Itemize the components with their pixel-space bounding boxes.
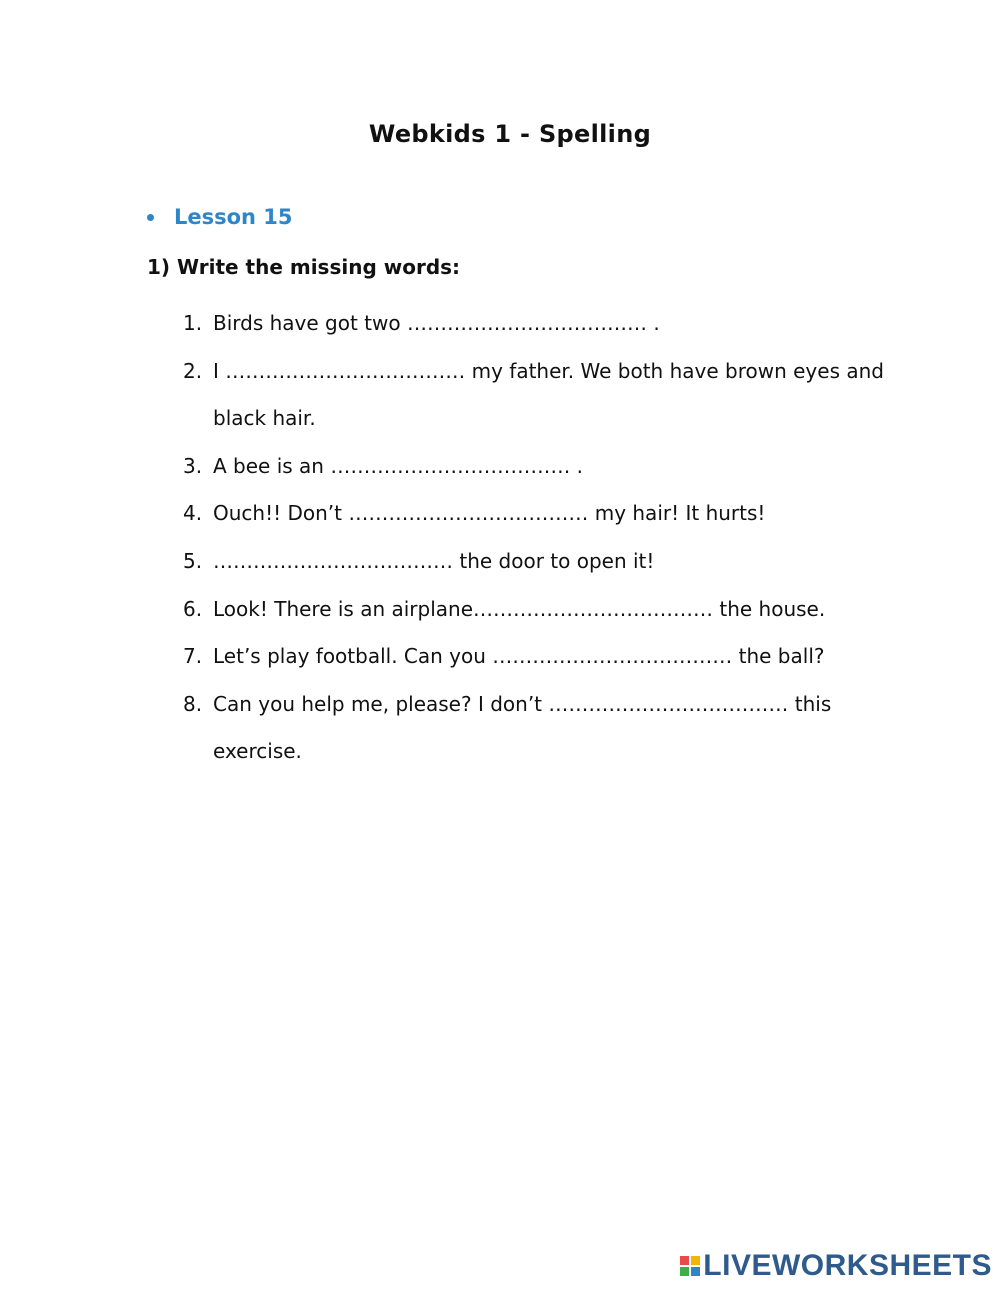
exercise-item bbox=[183, 681, 923, 776]
item-number: 2. bbox=[183, 358, 203, 383]
bullet-icon bbox=[147, 214, 154, 221]
item-text: Ouch!! Don’t ……………………………… my hair! It hurts! bbox=[213, 501, 766, 526]
liveworksheets-logo bbox=[680, 1249, 992, 1283]
item-text: A bee is an ……………………………… . bbox=[213, 453, 584, 478]
exercise-item bbox=[183, 538, 923, 586]
logo-block bbox=[691, 1256, 700, 1265]
logo-text: LIVEWORKSHEETS bbox=[703, 1249, 992, 1282]
item-number: 8. bbox=[183, 691, 203, 716]
item-number: 5. bbox=[183, 548, 203, 573]
page-title: Webkids 1 - Spelling bbox=[368, 120, 652, 148]
item-text: I ……………………………… my father. We both have brown eyes and black hair. bbox=[213, 358, 884, 431]
item-number: 6. bbox=[183, 596, 203, 621]
item-text: ……………………………… the door to open it! bbox=[213, 548, 655, 573]
item-number: 1. bbox=[183, 311, 203, 335]
lesson-label: Lesson 15 bbox=[174, 205, 293, 229]
exercise-item bbox=[183, 490, 923, 538]
item-text: Can you help me, please? I don’t ……………………………… this exercise. bbox=[213, 691, 832, 764]
item-number: 4. bbox=[183, 501, 203, 526]
item-number: 7. bbox=[183, 644, 203, 669]
logo-block bbox=[680, 1267, 689, 1276]
item-text: Let’s play football. Can you ……………………………… the ball? bbox=[213, 644, 825, 669]
exercise-instruction: 1) Write the missing words: bbox=[147, 255, 461, 279]
exercise-list bbox=[183, 300, 923, 776]
exercise-item bbox=[183, 586, 923, 634]
item-text: Look! There is an airplane……………………………… the house. bbox=[213, 596, 826, 621]
exercise-item bbox=[183, 443, 923, 491]
logo-block bbox=[680, 1256, 689, 1265]
lesson-heading bbox=[147, 205, 293, 229]
liveworksheets-logo-icon bbox=[680, 1256, 700, 1276]
item-text: Birds have got two ……………………………… . bbox=[213, 311, 660, 335]
exercise-item bbox=[183, 348, 923, 443]
logo-block bbox=[691, 1267, 700, 1276]
item-number: 3. bbox=[183, 453, 203, 478]
exercise-item bbox=[183, 633, 923, 681]
exercise-item bbox=[183, 300, 923, 348]
